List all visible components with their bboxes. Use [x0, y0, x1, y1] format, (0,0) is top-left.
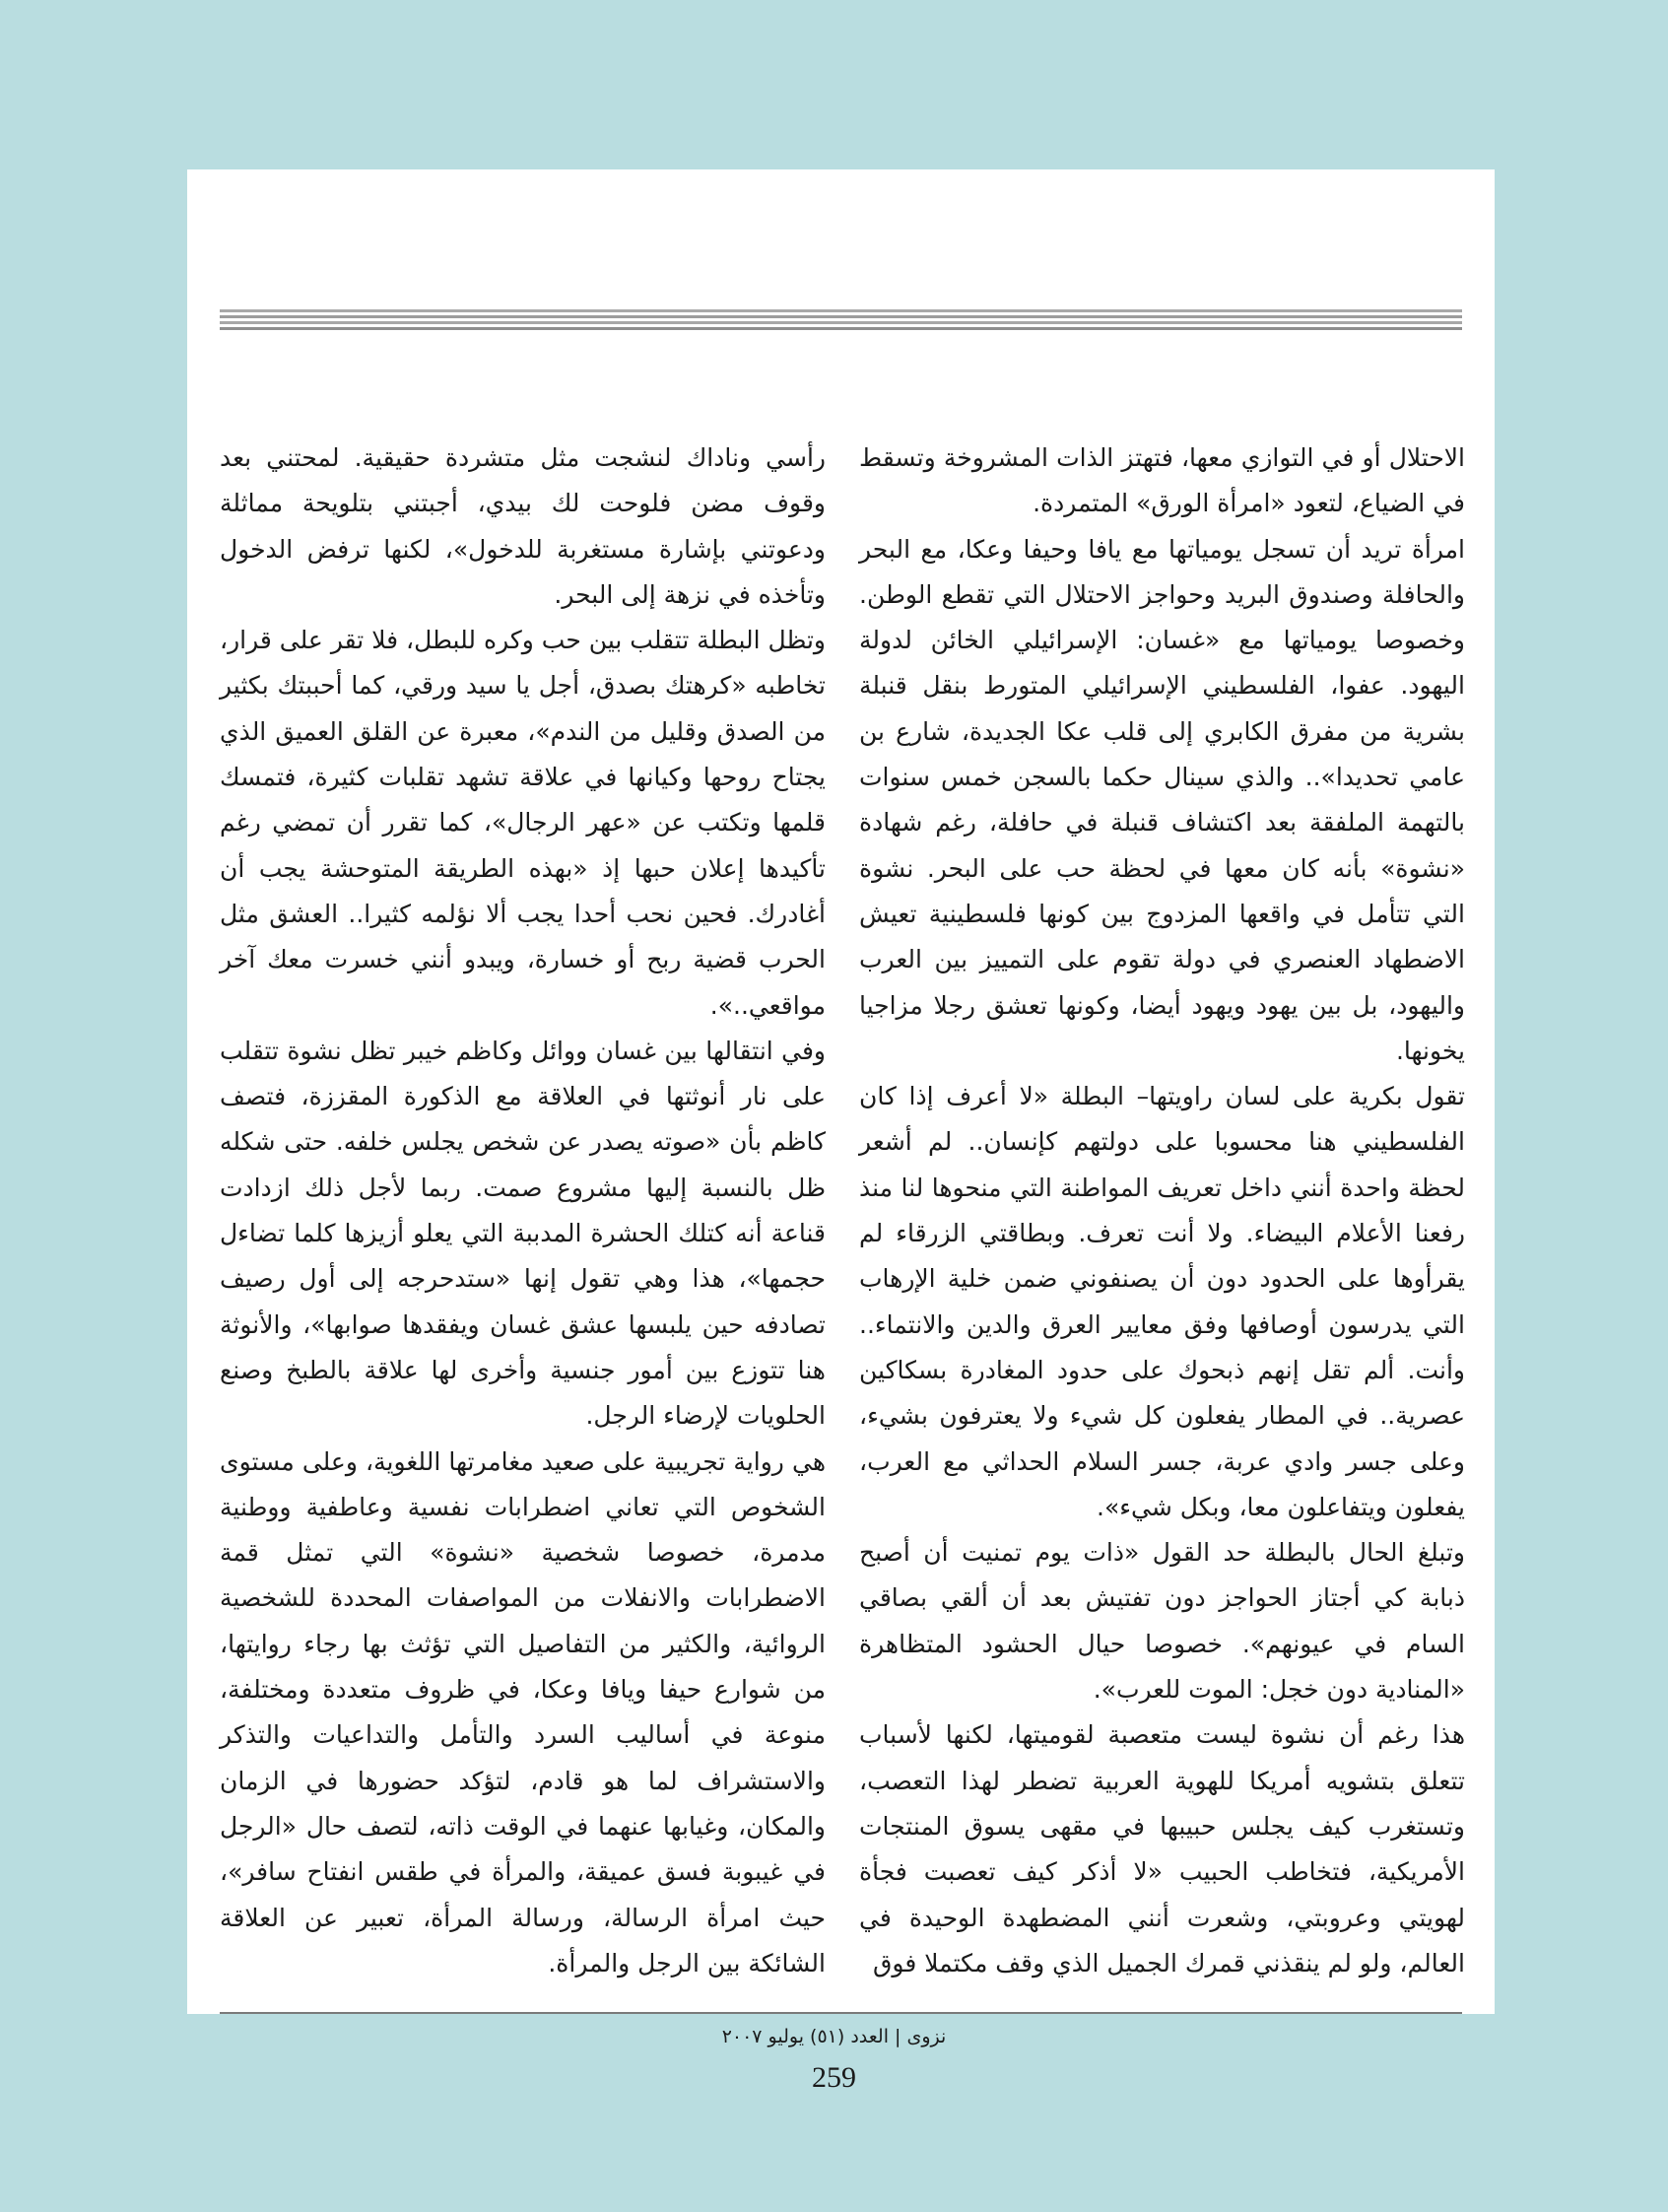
paragraph: وفي انتقالها بين غسان ووائل وكاظم خيبر تظل نشوة تتقلب على نار أنوثتها في العلاقة مع الذكورة المقززة، فتصف كاظم بأن «صوته يصدر عن شخص يجلس خلفه. حتى شكله ظل بالنسبة إليها مشروع صمت. ربما لأجل ذلك ازدادت قناعة أنه كتلك الحشرة المدببة التي يعلو أزيزها كلما تضاءل حجمها»، هذا وهي تقول إنها «ستدحرجه إلى أول رصيف تصادفه حين يلبسها عشق غسان ويفقدها صوابها»، والأنوثة هنا تتوزع بين أمور جنسية وأخرى لها علاقة بالطبخ وصنع الحلويات لإرضاء الرجل.	[220, 1036, 826, 1431]
paragraph: تقول بكرية على لسان راويتها– البطلة «لا أعرف إذا كان الفلسطيني هنا محسوبا على دولتهم كإنسان.. لم أشعر لحظة واحدة أنني داخل تعريف المواطنة التي منحوها لنا منذ رفعنا الأعلام البيضاء. ولا أنت تعرف. وبطاقتي الزرقاء لم يقرأوها على الحدود دون أن يصنفوني ضمن خلية الإرهاب التي يدرسون أوصافها وفق معايير العرق والدين والانتماء.. وأنت. ألم تقل إنهم ذبحوك على حدود المغادرة بسكاكين عصرية.. في المطار يفعلون كل شيء ولا يعترفون بشيء، وعلى جسر وادي عربة، جسر السلام الحداثي مع العرب، يفعلون ويتفاعلون معا، وبكل شيء».	[859, 1082, 1465, 1521]
magazine-page	[187, 169, 1495, 2014]
paragraph: امرأة تريد أن تسجل يومياتها مع يافا وحيفا وعكا، مع البحر والحافلة وصندوق البريد وحواجز الاحتلال التي تقطع الوطن. وخصوصا يومياتها مع «غسان: الإسرائيلي الخائن لدولة اليهود. عفوا، الفلسطيني الإسرائيلي المتورط بنقل قنبلة بشرية من مفرق الكابري إلى قلب عكا الجديدة، شارع بن عامي تحديدا».. والذي سينال حكما بالسجن خمس سنوات بالتهمة الملفقة بعد اكتشاف قنبلة في حافلة، رغم شهادة «نشوة» بأنه كان معها في لحظة حب على البحر. نشوة التي تتأمل في واقعها المزدوج بين كونها فلسطينية تعيش الاضطهاد العنصري في دولة تقوم على التمييز بين العرب واليهود، بل بين يهود ويهود أيضا، وكونها تعشق رجلا مزاجيا يخونها.	[859, 534, 1465, 1065]
text-column-right	[859, 436, 1465, 1986]
paragraph: هي رواية تجريبية على صعيد مغامرتها اللغوية، وعلى مستوى الشخوص التي تعاني اضطرابات نفسية وعاطفية ووطنية مدمرة، خصوصا شخصية «نشوة» التي تمثل قمة الاضطرابات والانفلات من المواصفات المحددة للشخصية الروائية، والكثير من التفاصيل التي تؤثث بها رجاء روايتها، من شوارع حيفا ويافا وعكا، في ظروف متعددة ومختلفة، منوعة في أساليب السرد والتأمل والتداعيات والتذكر والاستشراف لما هو قادم، لتؤكد حضورها في الزمان والمكان، وغيابها عنهما في الوقت ذاته، لتصف حال «الرجل في غيبوبة فسق عميقة، والمرأة في طقس انفتاح سافر»، حيث امرأة الرسالة، ورسالة المرأة، تعبير عن العلاقة الشائكة بين الرجل والمرأة.	[220, 1446, 826, 1977]
paragraph: هذا رغم أن نشوة ليست متعصبة لقوميتها، لكنها لأسباب تتعلق بتشويه أمريكا للهوية العربية تضطر لهذا التعصب، وتستغرب كيف يجلس حبيبها في مقهى يسوق المنتجات الأمريكية، فتخاطب الحبيب «لا أذكر كيف تعصبت فجأة لهويتي وعروبتي، وشعرت أنني المضطهدة الوحيدة في العالم، ولو لم ينقذني قمرك الجميل الذي وقف مكتملا فوق	[859, 1720, 1465, 1977]
paragraph: وتبلغ الحال بالبطلة حد القول «ذات يوم تمنيت أن أصبح ذبابة كي أجتاز الحواجز دون تفتيش بعد أن ألقي بصاقي السام في عيونهم». خصوصا حيال الحشود المتظاهرة «المنادية دون خجل: الموت للعرب».	[859, 1538, 1465, 1705]
header-decorative-rules	[220, 309, 1462, 333]
page-number: 259	[812, 2061, 856, 2094]
paragraph: رأسي وناداك لنشجت مثل متشردة حقيقية. لمحتني بعد وقوف مضن فلوحت لك بيدي، أجبتني بتلويحة مماثلة ودعوتني بإشارة مستغربة للدخول»، لكنها ترفض الدخول وتأخذه في نزهة إلى البحر.	[220, 443, 826, 609]
text-column-left	[220, 436, 826, 1986]
magazine-issue-line: نزوى | العدد (٥١) يوليو ٢٠٠٧	[721, 2026, 947, 2047]
paragraph: وتظل البطلة تتقلب بين حب وكره للبطل، فلا تقر على قرار، تخاطبه «كرهتك بصدق، أجل يا سيد ورقي، كما أحببتك بكثير من الصدق وقليل من الندم»، معبرة عن القلق العميق الذي يجتاح روحها وكيانها في علاقة تشهد تقلبات كثيرة، فتمسك قلمها وتكتب عن «عهر الرجال»، كما تقرر أن تمضي رغم تأكيدها إعلان حبها إذ «بهذه الطريقة المتوحشة يجب أن أغادرك. فحين نحب أحدا يجب ألا نؤلمه كثيرا.. العشق مثل الحرب قضية ربح أو خسارة، ويبدو أنني خسرت معك آخر مواقعي..».	[220, 626, 826, 1020]
paragraph: الاحتلال أو في التوازي معها، فتهتز الذات المشروخة وتسقط في الضياع، لتعود «امرأة الورق» المتمردة.	[859, 443, 1465, 518]
bottom-divider	[220, 2012, 1462, 2014]
